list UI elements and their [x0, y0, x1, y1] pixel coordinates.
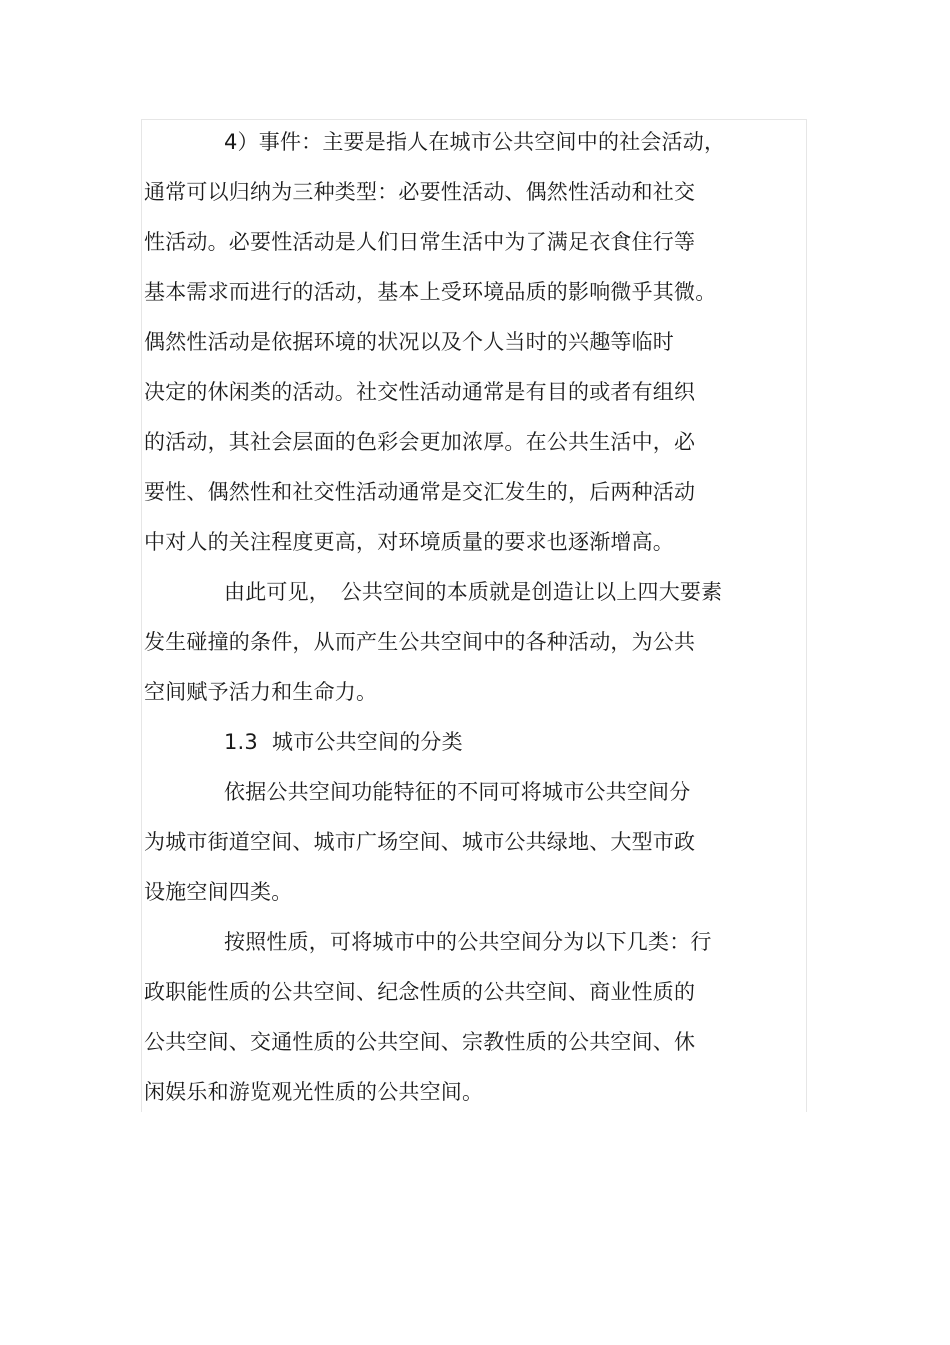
paragraph-line: 公共空间、交通性质的公共空间、宗教性质的公共空间、休: [144, 1030, 696, 1054]
paragraph-line: 中对人的关注程度更高，对环境质量的要求也逐渐增高。: [144, 530, 674, 554]
paragraph-line: 发生碰撞的条件，从而产生公共空间中的各种活动，为公共: [144, 630, 696, 654]
paragraph-line: 闲娱乐和游览观光性质的公共空间。: [144, 1080, 484, 1104]
paragraph-line: 由此可见， 公共空间的本质就是创造让以上四大要素: [224, 580, 723, 604]
section-heading: [144, 717, 784, 767]
paragraph-line: 基本需求而进行的活动，基本上受环境品质的影响微乎其微。: [144, 280, 717, 304]
section-title: 城市公共空间的分类: [272, 730, 463, 754]
paragraph-line: 的活动，其社会层面的色彩会更加浓厚。在公共生活中，必: [144, 430, 696, 454]
paragraph-line: 决定的休闲类的活动。社交性活动通常是有目的或者有组织: [144, 380, 696, 404]
paragraph-line: 为城市街道空间、城市广场空间、城市公共绿地、大型市政: [144, 830, 696, 854]
paragraph-line: 按照性质，可将城市中的公共空间分为以下几类：行: [224, 930, 712, 954]
paragraph-line: 性活动。必要性活动是人们日常生活中为了满足衣食住行等: [144, 230, 696, 254]
paragraph-line: 要性、偶然性和社交性活动通常是交汇发生的，后两种活动: [144, 480, 696, 504]
document-body: [144, 117, 784, 1117]
section-number: 1.3: [224, 730, 258, 754]
paragraph-line: 设施空间四类。: [144, 880, 293, 904]
paragraph-line: 4）事件：主要是指人在城市公共空间中的社会活动，: [224, 130, 726, 154]
paragraph-line: 通常可以归纳为三种类型：必要性活动、偶然性活动和社交: [144, 180, 696, 204]
paragraph-line: 偶然性活动是依据环境的状况以及个人当时的兴趣等临时: [144, 330, 674, 354]
paragraph-line: 依据公共空间功能特征的不同可将城市公共空间分: [224, 780, 691, 804]
paragraph-line: 政职能性质的公共空间、纪念性质的公共空间、商业性质的: [144, 980, 696, 1004]
paragraph-line: 空间赋予活力和生命力。: [144, 680, 378, 704]
